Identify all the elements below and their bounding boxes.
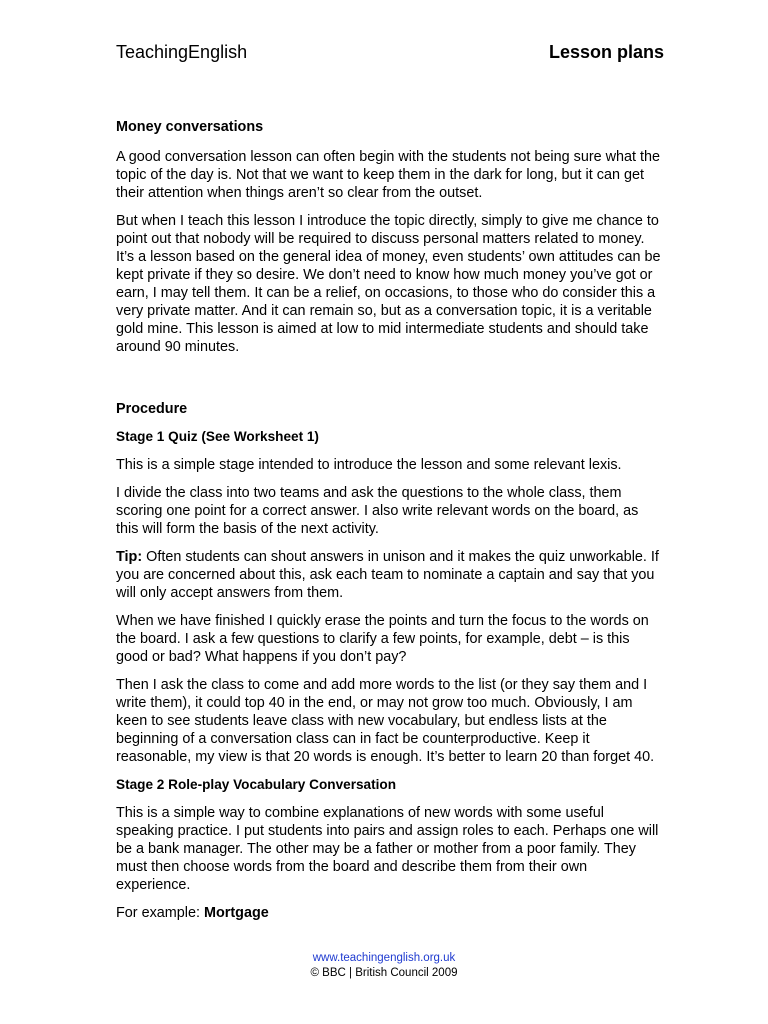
- brand-name: TeachingEnglish: [116, 42, 248, 62]
- procedure-heading: Procedure: [116, 401, 188, 417]
- stage2-heading: Stage 2 Role-play Vocabulary Conversation: [116, 777, 397, 792]
- stage2-example: [116, 904, 661, 922]
- page-footer: [0, 951, 768, 981]
- section-label: Lesson plans: [548, 42, 664, 62]
- tip-text: Often students can shout answers in unison and it makes the quiz unworkable. If you are concerned about this, ask each team to nominate a captain and say that you will only accept answers from them.: [116, 549, 659, 601]
- stage1-tip: [116, 548, 661, 602]
- example-label: For example:: [116, 905, 204, 921]
- example-word: Mortgage: [203, 905, 269, 921]
- footer-url-link[interactable]: www.teachingenglish.org.uk: [312, 952, 456, 964]
- main-content: [116, 118, 661, 932]
- stage1-paragraph-2: I divide the class into two teams and ask the questions to the whole class, them scoring one point for a correct answer. I also write relevant words on the board, as this will form the basis of the next activity.: [116, 485, 639, 537]
- lesson-title: Money conversations: [116, 119, 264, 135]
- stage2-paragraph-1: This is a simple way to combine explanations of new words with some useful speaking practice. I put students into pairs and assign roles to each. Perhaps one will be a bank manager. The other may be a father or mother from a poor family. They must then choose words from the board and describe them from their own experience.: [116, 805, 659, 893]
- intro-paragraph-1: A good conversation lesson can often begin with the students not being sure what the topic of the day is. Not that we want to keep them in the dark for long, but it can get their attention when things aren’t so clear from the outset.: [116, 149, 661, 201]
- stage1-paragraph-5: Then I ask the class to come and add more words to the list (or they say them and I write them), it could top 40 in the end, or may not grow too much. Obviously, I am keen to see students leave class with new vocabulary, but endless lists at the beginning of a conversation class can in fact be counterproductive. Keep it reasonable, my view is that 20 words is enough. It’s better to learn 20 than forget 40.: [116, 677, 655, 765]
- section-spacer: [116, 366, 661, 400]
- intro-paragraph-2: But when I teach this lesson I introduce the topic directly, simply to give me chance to point out that nobody will be required to discuss personal matters related to money. It’s a lesson based on the general idea of money, even students’ own attitudes can be kept private if they so desire. We don’t need to know how much money you’ve got or earn, I may tell them. It can be a relief, on occasions, to those who do consider this a very private matter. And it can remain so, but as a conversation topic, it is a veritable gold mine. This lesson is aimed at low to mid intermediate students and should take around 90 minutes.: [116, 213, 661, 355]
- tip-label: Tip:: [116, 549, 143, 565]
- stage1-paragraph-4: When we have finished I quickly erase the points and turn the focus to the words on the board. I ask a few questions to clarify a few points, for example, debt – is this good or bad? What happens if you don’t pay?: [116, 613, 649, 665]
- footer-copyright: © BBC | British Council 2009: [310, 967, 458, 979]
- stage1-paragraph-1: This is a simple stage intended to introduce the lesson and some relevant lexis.: [116, 457, 622, 473]
- stage1-heading: Stage 1 Quiz (See Worksheet 1): [116, 429, 319, 444]
